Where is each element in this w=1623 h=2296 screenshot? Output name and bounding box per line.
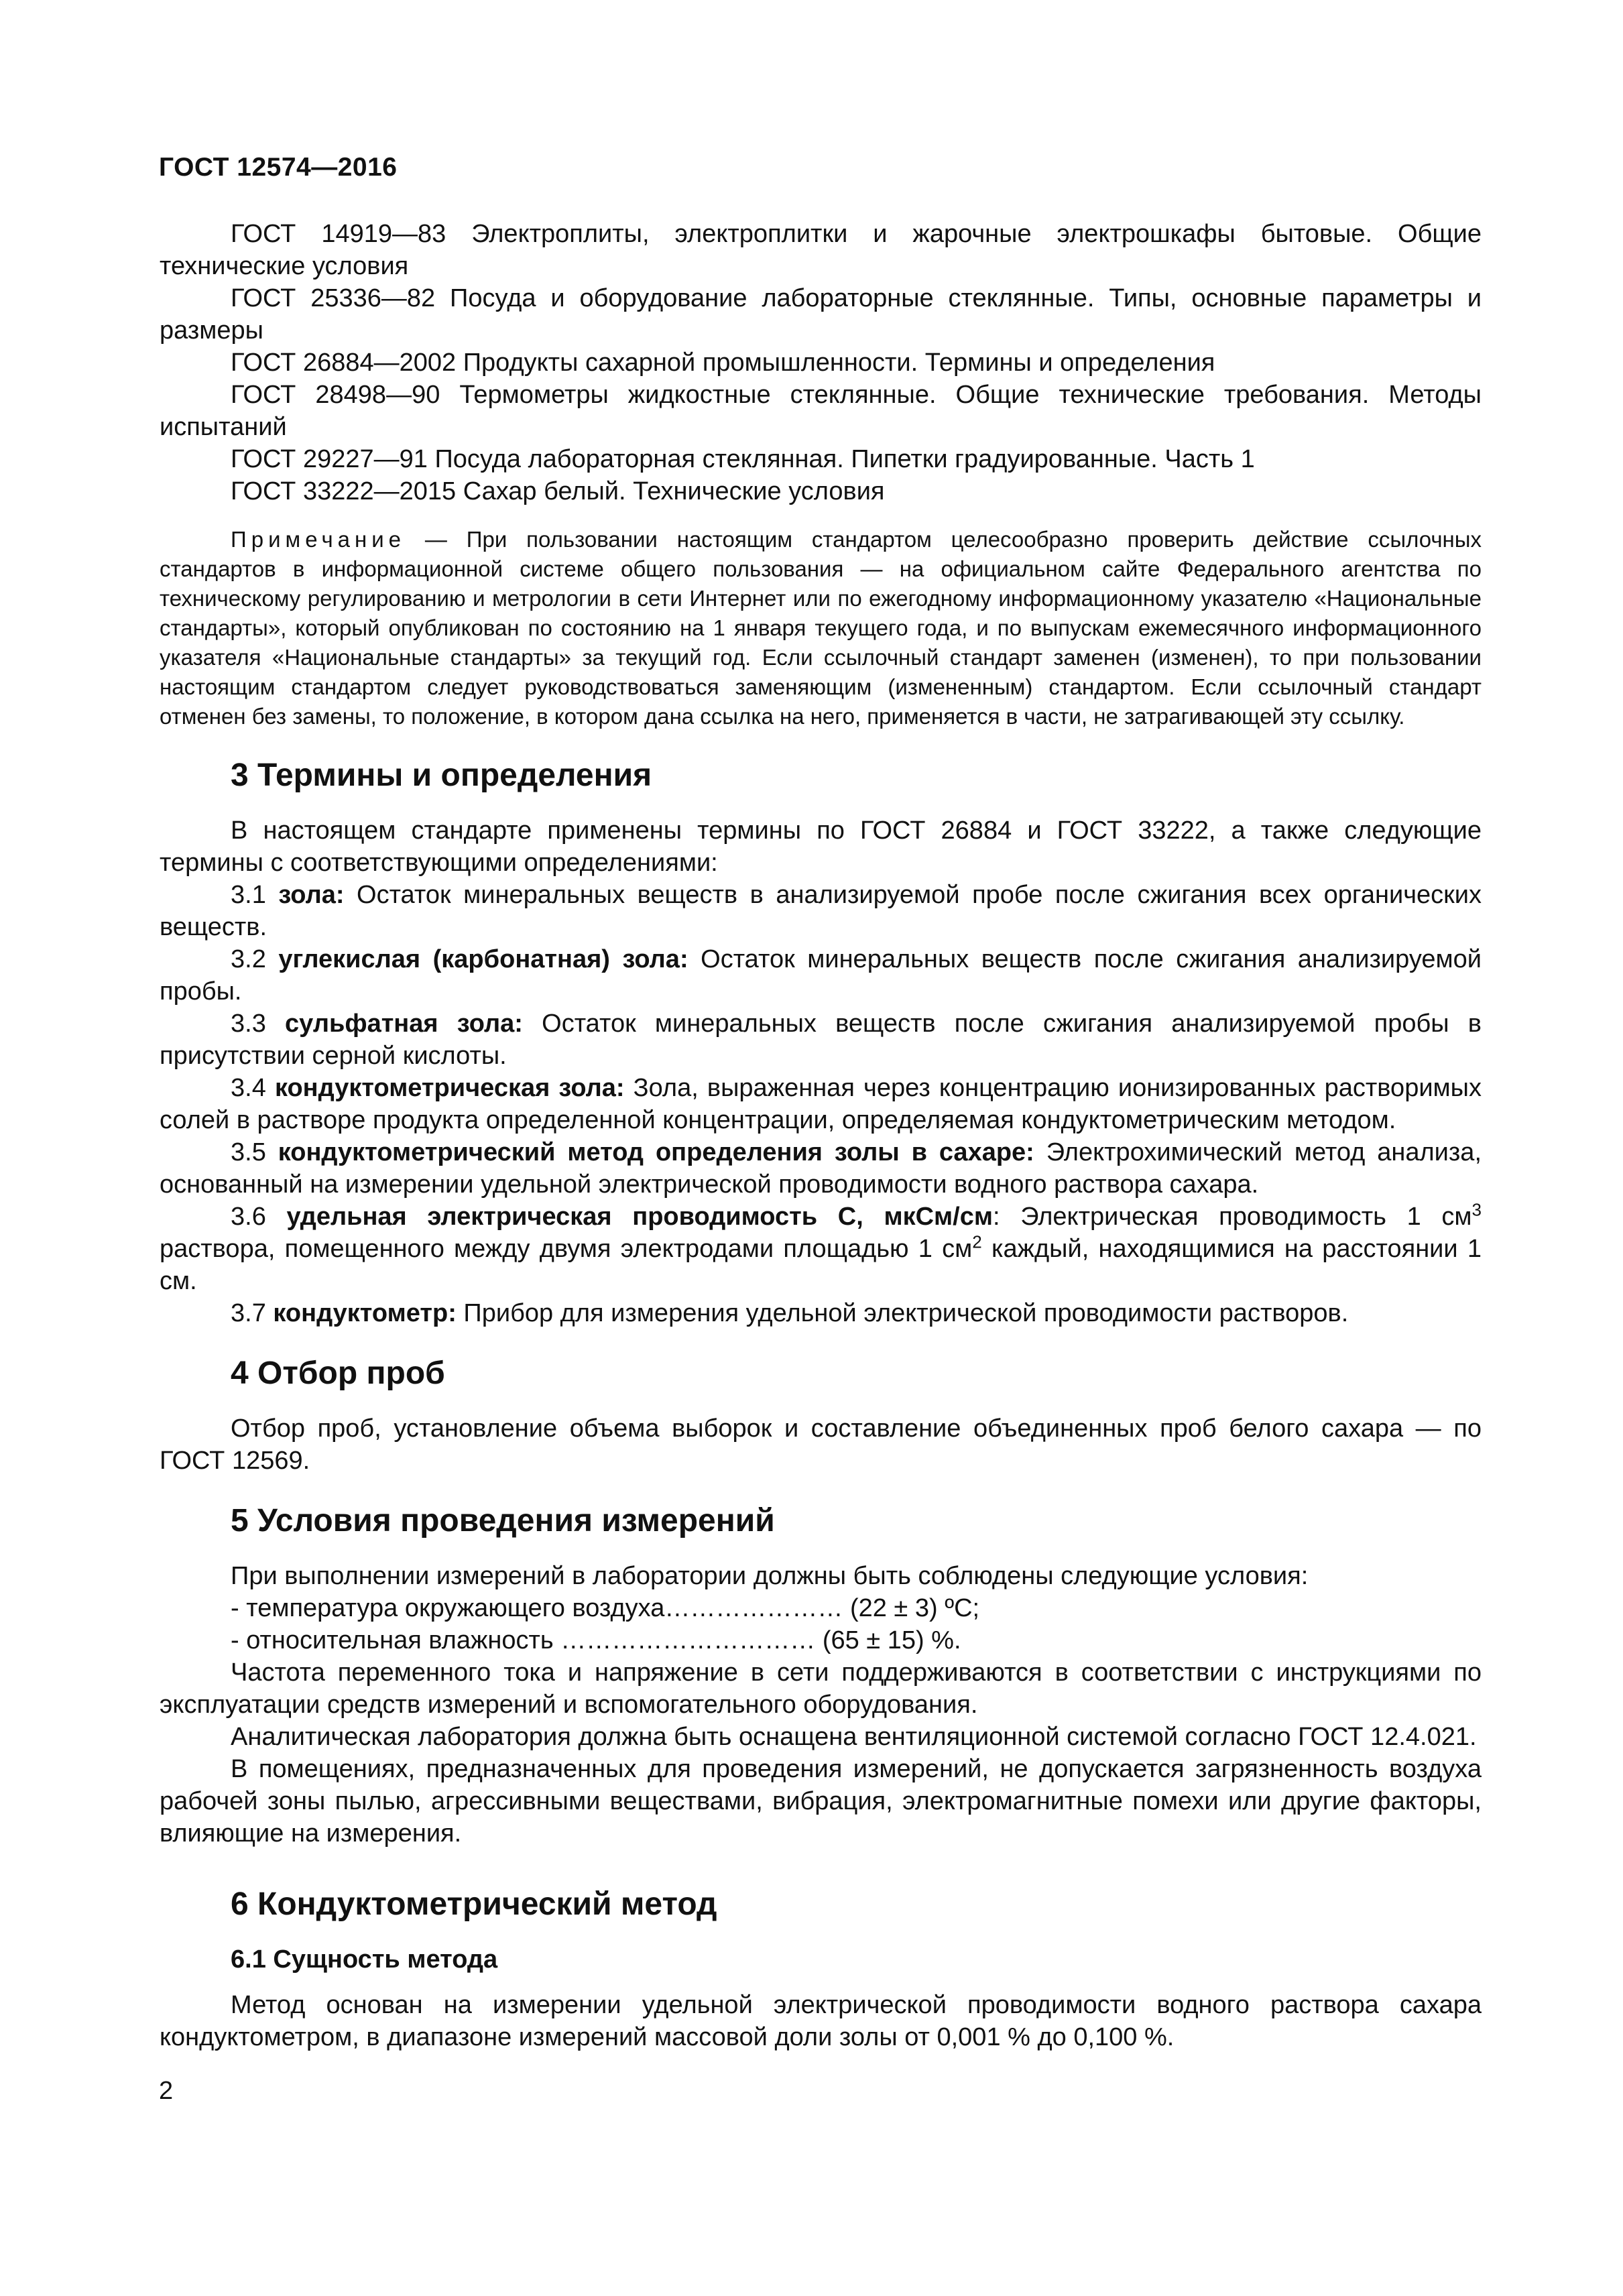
reference-item: ГОСТ 26884—2002 Продукты сахарной промышленности. Термины и определения <box>231 349 1215 377</box>
page-number: 2 <box>159 2077 174 2105</box>
note-text: — При пользовании настоящим стандартом целесообразно проверить действие ссылочных стандартов в информационной системе общего пользования — на официальном сайте Федерального агентства по техническому регулированию и метрологии в сети Интернет или по ежегодному информационному указателю «Национальные стандарты», который опубликован по состоянию на 1 января текущего года, и по выпускам ежемесячного информационного указателя «Национальные стандарты» за текущий год. Если ссылочный стандарт заменен (изменен), то при пользовании настоящим стандартом следует руководствоваться заменяющим (измененным) стандартом. Если ссылочный стандарт отменен без замены, то положение, в котором дана ссылка на него, применяется в части, не затрагивающей эту ссылку. <box>160 527 1482 729</box>
reference-list <box>160 218 1482 507</box>
condition-humidity: - относительная влажность ………………………… (65 ± 15) %. <box>231 1626 961 1654</box>
term-number: 3.7 <box>231 1299 274 1327</box>
section-4-title: 4 Отбор проб <box>231 1355 445 1391</box>
section-5-paragraph: Частота переменного тока и напряжение в сети поддерживаются в соответствии с инструкциями по эксплуатации средств измерений и вспомогательного оборудования. <box>160 1658 1482 1719</box>
superscript: 3 <box>1471 1199 1482 1220</box>
section-5-intro: При выполнении измерений в лаборатории должны быть соблюдены следующие условия: <box>231 1562 1309 1590</box>
term-3-6 <box>160 1201 1482 1297</box>
term-name: кондуктометр: <box>273 1299 457 1327</box>
term-definition: каждый, находящимися на расстоянии 1 см. <box>160 1235 1482 1295</box>
reference-item: ГОСТ 14919—83 Электроплиты, электроплитки и жарочные электрошкафы бытовые. Общие технические условия <box>160 220 1482 280</box>
reference-item: ГОСТ 33222—2015 Сахар белый. Технические условия <box>231 477 885 505</box>
term-name: удельная электрическая проводимость С, мкСм/см <box>286 1203 993 1231</box>
term-name: кондуктометрический метод определения золы в сахаре: <box>278 1138 1034 1166</box>
term-number: 3.3 <box>231 1010 286 1038</box>
term-name: сульфатная зола: <box>285 1010 523 1038</box>
term-3-2 <box>160 943 1482 1008</box>
note-label: Примечание <box>231 527 406 552</box>
term-number: 3.6 <box>231 1203 287 1231</box>
term-3-7 <box>160 1297 1482 1329</box>
term-number: 3.4 <box>231 1074 275 1102</box>
section-5-title: 5 Условия проведения измерений <box>231 1503 775 1538</box>
term-definition: раствора, помещенного между двумя электродами площадью 1 см <box>160 1235 973 1263</box>
term-3-1 <box>160 879 1482 943</box>
section-3-title: 3 Термины и определения <box>231 758 652 793</box>
term-3-4 <box>160 1072 1482 1136</box>
term-definition: Прибор для измерения удельной электрической проводимости растворов. <box>456 1299 1349 1327</box>
condition-temperature: - температура окружающего воздуха………………… (22 ± 3) ºС; <box>231 1594 980 1622</box>
term-name: кондуктометрическая зола: <box>274 1074 625 1102</box>
term-name: углекислая (карбонатная) зола: <box>278 945 688 973</box>
term-definition: : Электрическая проводимость 1 см <box>992 1203 1472 1231</box>
section-5-paragraph: В помещениях, предназначенных для проведения измерений, не допускается загрязненность воздуха рабочей зоны пылью, агрессивными веществами, вибрация, электромагнитные помехи или другие факторы, влияющие на измерения. <box>160 1755 1482 1848</box>
document-header-code: ГОСТ 12574—2016 <box>159 153 398 182</box>
term-definition: Электрохимический метод анализа, основанный на измерении удельной электрической проводимости водного раствора сахара. <box>160 1138 1482 1199</box>
reference-note <box>160 525 1482 731</box>
reference-item: ГОСТ 29227—91 Посуда лабораторная стеклянная. Пипетки градуированные. Часть 1 <box>231 445 1255 473</box>
reference-item: ГОСТ 25336—82 Посуда и оборудование лабораторные стеклянные. Типы, основные параметры и размеры <box>160 284 1482 345</box>
term-3-3 <box>160 1008 1482 1072</box>
superscript: 2 <box>972 1231 982 1252</box>
term-definition: Зола, выраженная через концентрацию ионизированных растворимых солей в растворе продукта определенной концентрации, определяемая кондуктометрическим методом. <box>160 1074 1482 1134</box>
reference-item: ГОСТ 28498—90 Термометры жидкостные стеклянные. Общие технические требования. Методы испытаний <box>160 381 1482 441</box>
term-number: 3.1 <box>231 881 279 909</box>
subsection-6-1-title: 6.1 Сущность метода <box>231 1945 498 1974</box>
section-5-paragraph: Аналитическая лаборатория должна быть оснащена вентиляционной системой согласно ГОСТ 12.4.021. <box>231 1723 1477 1751</box>
section-3-intro: В настоящем стандарте применены термины по ГОСТ 26884 и ГОСТ 33222, а также следующие термины с соответствующими определениями: <box>160 817 1482 877</box>
term-definition: Остаток минеральных веществ после сжигания анализируемой пробы. <box>160 945 1482 1006</box>
term-3-5 <box>160 1136 1482 1201</box>
section-6-title: 6 Кондуктометрический метод <box>231 1886 717 1922</box>
document-body <box>160 218 1482 2053</box>
section-4-text: Отбор проб, установление объема выборок и составление объединенных проб белого сахара — по ГОСТ 12569. <box>160 1414 1482 1475</box>
term-definition: Остаток минеральных веществ после сжигания анализируемой пробы в присутствии серной кислоты. <box>160 1010 1482 1070</box>
term-name: зола: <box>278 881 345 909</box>
term-number: 3.2 <box>231 945 279 973</box>
term-number: 3.5 <box>231 1138 278 1166</box>
term-definition: Остаток минеральных веществ в анализируемой пробе после сжигания всех органических веществ. <box>160 881 1482 941</box>
subsection-6-1-text: Метод основан на измерении удельной электрической проводимости водного раствора сахара кондуктометром, в диапазоне измерений массовой доли золы от 0,001 % до 0,100 %. <box>160 1991 1482 2051</box>
